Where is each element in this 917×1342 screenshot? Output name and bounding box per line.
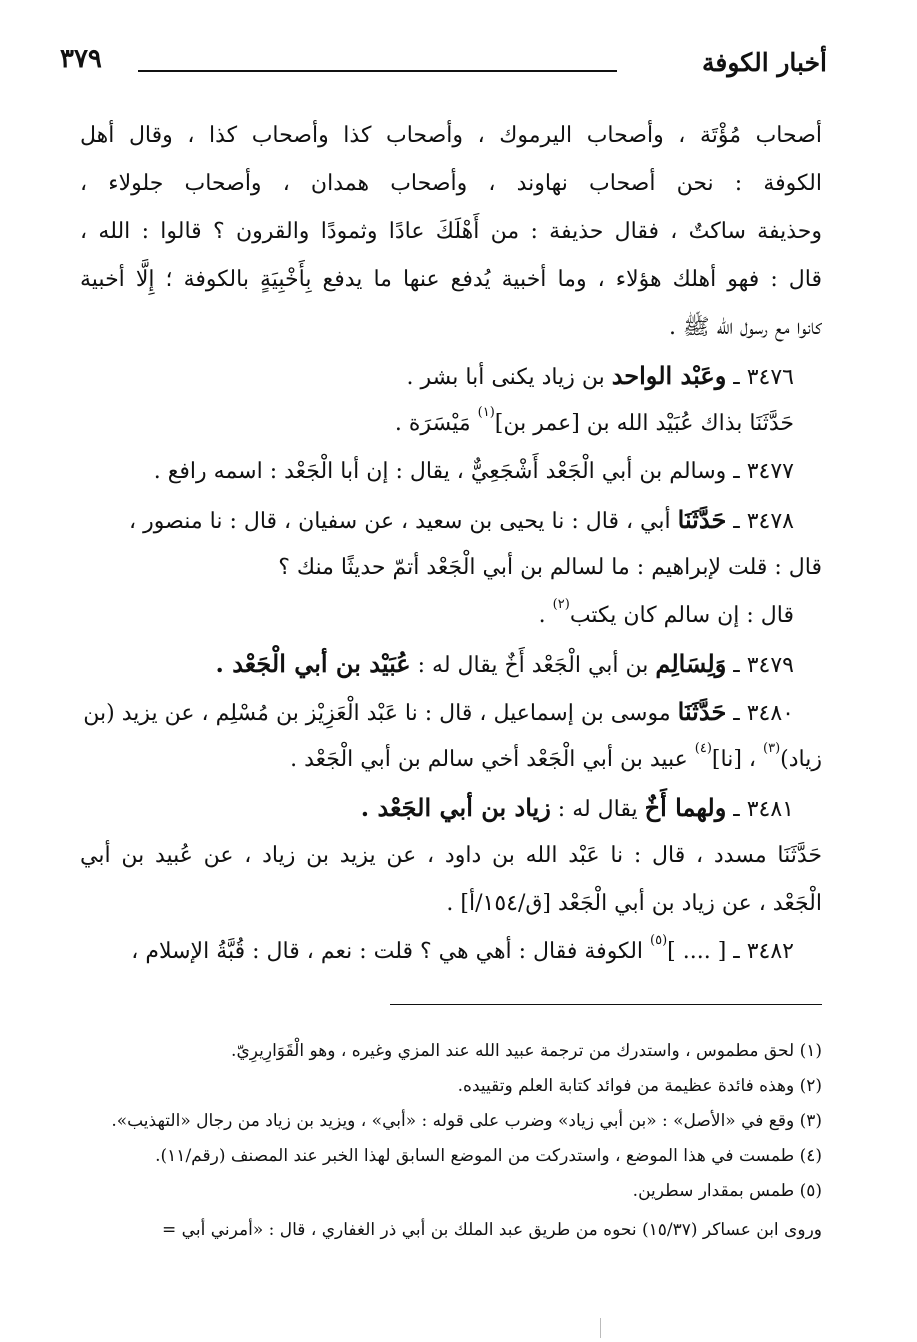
footnote-ref: (٢) [552,597,570,612]
footnote-ref: (٤) [694,741,712,756]
text-segment: زياد) [780,747,822,772]
entry-text: موسى بن إسماعيل ، قال : نا عَبْد الْعَزِيْز بن مُسْلِم ، عن يزيد (بن [83,701,678,726]
page-mark [600,1318,601,1338]
text-line [80,736,822,784]
footnote: (٣) وقع في «الأصل» : «بن أبي زياد» وضرب على قوله : «أبي» ، ويزيد بن زياد من رجال «التهذيب». [111,1111,822,1131]
entry-text: بن أبي الْجَعْد أَخٌ يقال له : [410,653,656,678]
entry-name: حَدَّثَنَا [677,505,727,534]
entry-3479 [80,640,822,688]
text-line: قال : قلت لإبراهيم : ما لسالم بن أبي الْجَعْد أتمّ حديثًا منك ؟ [278,555,822,580]
entry-number: ٣٤٨١ ـ [726,797,794,822]
entry-3477: ٣٤٧٧ ـ وسالم بن أبي الْجَعْد أَشْجَعِيٌّ ، يقال : إن أبا الْجَعْد : اسمه رافع . [153,459,794,484]
entry-name-2: زياد بن أبي الجَعْد . [360,793,551,822]
footnote-ref: (٥) [650,933,668,948]
header-rule [138,70,617,72]
text-line: أصحاب مُؤْتَة ، وأصحاب اليرموك ، وأصحاب كذا وأصحاب كذا ، وقال أهل [80,123,822,148]
text-segment: عبيد بن أبي الْجَعْد أخي سالم بن أبي الْجَعْد . [290,747,695,772]
footnote: (٥) طمس بمقدار سطرين. [632,1181,822,1201]
entry-name: حَدَّثَنَا [677,697,727,726]
entry-name: وعَبْد الواحد [611,361,727,390]
footnote: (٢) وهذه فائدة عظيمة من فوائد كتابة العلم وتقييده. [457,1076,822,1096]
entry-text: أبي ، قال : نا يحيى بن سعيد ، عن سفيان ، قال : نا منصور ، [129,509,678,534]
footnote-ref: (٣) [763,741,781,756]
entry-3480 [80,688,822,736]
entry-3482 [80,928,822,976]
entry-text: بن زياد يكنى أبا بشر . [406,365,612,390]
text-line: كانوا مع رسول الله ﷺ . [669,315,822,340]
footnote: (١) لحق مطموس ، واستدرك من ترجمة عبيد الله عند المزي وغيره ، وهو الْقَوَارِيرِيّ. [231,1041,822,1061]
entry-number: ٣٤٨٠ ـ [726,701,794,726]
entry-3481 [80,784,822,832]
entry-number: ٣٤٧٩ ـ [726,653,794,678]
hadith-3476 [80,400,822,448]
footnote-rule [390,1004,822,1005]
text-segment: ، [نا] [711,747,764,772]
text-segment: ٣٤٨٢ ـ [ .... ] [667,939,794,964]
hadith-text-end: مَيْسَرَة . [394,411,478,436]
entry-3478 [80,496,822,544]
entry-name-2: عُبَيْد بن أبي الْجَعْد . [215,649,411,678]
text-line: الْجَعْد ، عن زياد بن أبي الْجَعْد [ق/١٥٤/أ] . [446,891,822,916]
entry-number: ٣٤٧٨ ـ [726,509,794,534]
text-segment: قال : إن سالم كان يكتب [569,603,794,628]
footnote: (٤) طمست في هذا الموضع ، واستدركت من الموضع السابق لهذا الخبر عند المصنف (رقم/١١). [155,1146,822,1166]
text-segment: الكوفة فقال : أهي هي ؟ قلت : نعم ، قال : قُبَّةُ الإسلام ، [131,939,651,964]
text-segment-end: . [538,603,553,628]
text-line: قال : فهو أهلك هؤلاء ، وما أخبية يُدفع عنها ما يدفع بِأَخْبِيَةٍ بالكوفة ؛ إِلَّا أخبية [80,267,822,292]
footnote-ref: (١) [477,405,495,420]
entry-name: ولهما أَخٌ [644,793,727,822]
text-line: حَدَّثَنَا مسدد ، قال : نا عَبْد الله بن داود ، عن يزيد بن زياد ، عن عُبيد بن أبي [80,843,822,868]
footnotes [70,1034,822,1248]
page-number: ٣٧٩ [60,44,102,74]
main-text [80,112,822,976]
text-line [80,592,822,640]
entry-3476 [80,352,822,400]
entry-text: يقال له : [550,797,645,822]
footnote-continuation: وروى ابن عساكر (١٥/٣٧) نحوه من طريق عبد الملك بن أبي ذر الغفاري ، قال : «أمرني أبي = [162,1220,822,1240]
entry-number: ٣٤٧٦ ـ [726,365,794,390]
running-title: أخبار الكوفة [702,48,827,77]
entry-name: وَلِسَالِم [655,649,727,678]
page-header [60,42,827,82]
text-line: وحذيفة ساكتٌ ، فقال حذيفة : من أَهْلَكَ عادًا وثمودًا والقرون ؟ قالوا : الله ، [80,219,822,244]
hadith-text: حَدَّثَنَا بذاك عُبَيْد الله بن [عمر بن] [494,411,794,436]
text-line: الكوفة : نحن أصحاب نهاوند ، وأصحاب همدان ، وأصحاب جلولاء ، [80,171,822,196]
